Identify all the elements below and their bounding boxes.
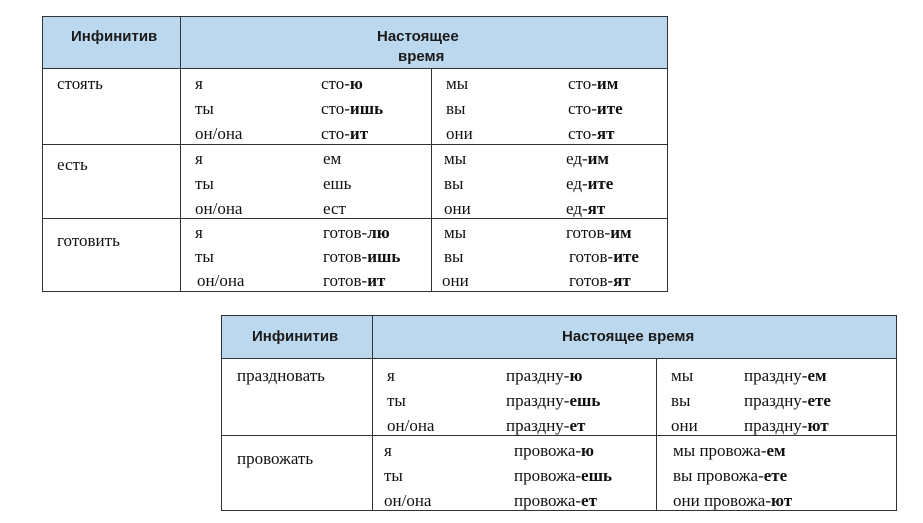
verb-form: готов-ит xyxy=(323,271,386,290)
verb-form: сто-ишь xyxy=(321,99,384,118)
pronoun: они xyxy=(444,199,471,218)
verb-form: сто-ит xyxy=(321,124,369,143)
verb-form: сто-ите xyxy=(568,99,623,118)
infinitive-cell: праздновать xyxy=(237,366,325,385)
infinitive-cell: провожать xyxy=(237,449,314,468)
infinitive-cell: есть xyxy=(57,155,88,174)
pronoun: он/она xyxy=(384,491,432,510)
header-present-line1: Настоящее xyxy=(377,28,459,45)
pronoun: я xyxy=(195,149,203,168)
pronoun: я xyxy=(195,223,203,242)
pronoun: мы xyxy=(446,74,469,93)
verb-form: праздну-ет xyxy=(506,416,586,435)
pronoun: мы xyxy=(671,366,694,385)
header-infinitive: Инфинитив xyxy=(71,28,158,45)
header-infinitive: Инфинитив xyxy=(252,328,339,345)
verb-form: праздну-ют xyxy=(744,416,829,435)
verb-form: ед-ят xyxy=(566,199,606,218)
header-present: Настоящее время xyxy=(562,328,695,345)
pronoun: я xyxy=(387,366,395,385)
verb-form: праздну-ю xyxy=(506,366,583,385)
pronoun: он/она xyxy=(195,199,243,218)
pronoun: он/она xyxy=(197,271,245,290)
conjugation-table-1 xyxy=(42,16,668,292)
table-row xyxy=(43,218,667,292)
pronoun: ты xyxy=(387,391,406,410)
verb-form: провожа-ю xyxy=(514,441,595,460)
table-header xyxy=(43,17,667,69)
pronoun: вы xyxy=(444,174,464,193)
verb-form: готов-ите xyxy=(569,247,639,266)
verb-form: сто-им xyxy=(568,74,619,93)
verb-form: праздну-ете xyxy=(744,391,831,410)
pronoun: я xyxy=(195,74,203,93)
verb-form: готов-им xyxy=(566,223,632,242)
pronoun: ты xyxy=(195,247,214,266)
pronoun: они xyxy=(446,124,473,143)
table-header xyxy=(222,316,896,359)
pronoun: он/она xyxy=(387,416,435,435)
pronoun: ты xyxy=(195,99,214,118)
verb-form: ед-ите xyxy=(566,174,614,193)
pronoun: мы xyxy=(444,149,467,168)
conjugation-table-2 xyxy=(221,315,897,511)
verb-form: праздну-ешь xyxy=(506,391,601,410)
table-row xyxy=(43,144,667,218)
verb-form: сто-ю xyxy=(321,74,363,93)
table-row xyxy=(43,68,667,144)
verb-form: провожа-ет xyxy=(514,491,597,510)
verb-form: готов-лю xyxy=(323,223,390,242)
pronoun: вы xyxy=(444,247,464,266)
infinitive-cell: готовить xyxy=(57,231,120,250)
pronoun: они xyxy=(671,416,698,435)
table-row xyxy=(222,435,896,511)
verb-form: сто-ят xyxy=(568,124,615,143)
pronoun: я xyxy=(384,441,392,460)
pronoun: ты xyxy=(195,174,214,193)
pronoun: вы xyxy=(671,391,691,410)
verb-form: ед-им xyxy=(566,149,610,168)
pronoun: мы xyxy=(444,223,467,242)
verb-form: готов-ят xyxy=(569,271,631,290)
pronoun: вы xyxy=(446,99,466,118)
verb-form: мы провожа-ем xyxy=(673,441,786,460)
verb-form: праздну-ем xyxy=(744,366,827,385)
pronoun: он/она xyxy=(195,124,243,143)
table-row xyxy=(222,358,896,435)
verb-form: вы провожа-ете xyxy=(673,466,788,485)
pronoun: ты xyxy=(384,466,403,485)
pronoun: они xyxy=(442,271,469,290)
verb-form: они провожа-ют xyxy=(673,491,793,510)
verb-form: ест xyxy=(323,199,346,218)
verb-form: готов-ишь xyxy=(323,247,401,266)
verb-form: провожа-ешь xyxy=(514,466,612,485)
verb-form: ем xyxy=(323,149,342,168)
infinitive-cell: стоять xyxy=(57,74,103,93)
header-present-line2: время xyxy=(398,48,445,65)
verb-form: ешь xyxy=(323,174,352,193)
